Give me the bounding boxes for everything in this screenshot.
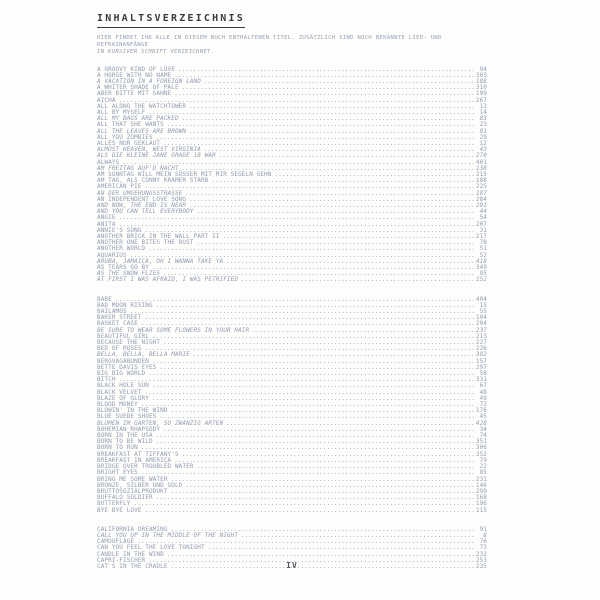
song-title: BEAUTIFUL GIRL [97, 332, 149, 340]
page-ref: 13 [479, 102, 487, 110]
song-title: BLOOD MONEY [97, 401, 138, 409]
song-title: BIG BIG WORLD [97, 370, 146, 378]
page-ref: 352 [475, 450, 487, 458]
song-title: ALL ALONG THE WATCHTOWER [97, 102, 187, 110]
toc-row [97, 508, 487, 514]
song-title: A WHITER SHADE OF PALE [97, 84, 179, 92]
song-title: A VACATION IN A FOREIGN LAND [97, 77, 201, 85]
toc-section-b [97, 297, 487, 514]
song-title: BRING ME SOME WATER [97, 475, 168, 483]
page-ref: 23 [479, 121, 487, 129]
song-title: BAD MOON RISING [97, 301, 153, 309]
song-title: AT FIRST I WAS AFRAID, I WAS PETRIFIED [97, 276, 239, 284]
toc-row [97, 277, 487, 283]
song-title: AM TAG, ALS CONNY KRAMER STARB [97, 177, 209, 185]
dot-leader [238, 277, 474, 283]
page-ref: 225 [475, 183, 487, 191]
page-ref: 74 [479, 432, 487, 440]
page-ref: 104 [475, 314, 487, 322]
song-title: ANOTHER ONE BITES THE DUST [97, 239, 194, 247]
song-title: BLOWIN' IN THE WIND [97, 407, 168, 415]
page-ref: 55 [479, 308, 487, 316]
page-ref: 188 [475, 177, 487, 185]
song-title: AN DER UMGEHUNGSSTRASSE [97, 189, 183, 197]
song-title: BABE [97, 295, 112, 303]
page-ref: 78 [479, 239, 487, 247]
page-ref: 310 [475, 84, 487, 92]
page-ref: 22 [479, 463, 487, 471]
song-title: BLACK HOLE SUN [97, 382, 149, 390]
song-title: BREAKFAST IN AMERICA [97, 456, 172, 464]
song-title: BAILAMOS [97, 308, 127, 316]
page-ref: 187 [475, 189, 487, 197]
page-ref: 79 [479, 456, 487, 464]
song-title: BORN IN THE USA [97, 432, 153, 440]
intro-line-2-after: VERZEICHNET. [166, 48, 215, 55]
page-ref: 49 [479, 394, 487, 402]
page-ref: 72 [479, 401, 487, 409]
song-title: BUTTERFLY [97, 500, 131, 508]
song-title: BYE BYE LOVE [97, 506, 142, 514]
page-ref: 226 [475, 345, 487, 353]
song-title: CANDLE IN THE WIND [97, 550, 164, 558]
page-ref: 43 [479, 146, 487, 154]
song-title: ALL THE LEAVES ARE BROWN [97, 127, 187, 135]
song-title: AM SONNTAG WILL MEIN SÜSSER MIT MIR SEGELN GEHN [97, 170, 272, 178]
intro-text [97, 35, 487, 56]
page-ref: 267 [475, 96, 487, 104]
page-ref: 168 [475, 494, 487, 502]
song-title: ANGIE [97, 214, 116, 222]
page-ref: 152 [475, 276, 487, 284]
page-ref: 45 [479, 413, 487, 421]
dot-leader [142, 508, 474, 514]
page-ref: 138 [475, 164, 487, 172]
page-ref: 12 [479, 139, 487, 147]
page-ref: 199 [475, 90, 487, 98]
page-ref: 91 [479, 525, 487, 533]
song-title: ALS DIE KLEINE JANE GRADE 18 WAR [97, 152, 216, 160]
page-ref: 306 [475, 444, 487, 452]
intro-line-2-before: IN [97, 48, 109, 55]
page-ref: 207 [475, 220, 487, 228]
page-ref: 331 [475, 376, 487, 384]
song-title: AND NOW, THE END IS NEAR [97, 201, 187, 209]
page-ref: 237 [475, 326, 487, 334]
page-ref: 67 [479, 382, 487, 390]
song-title: BITCH [97, 376, 116, 384]
song-title: BED OF ROSES [97, 345, 142, 353]
song-title: BETTE DAVIS EYES [97, 363, 157, 371]
song-title: ABER BITTE MIT SAHNE [97, 90, 172, 98]
page-ref: 188 [475, 77, 487, 85]
page-ref: 284 [475, 195, 487, 203]
song-title: AICHA [97, 96, 116, 104]
intro-line-2-italic: KURSIVER SCHRIFT [108, 48, 167, 55]
song-title: BLACK VELVET [97, 388, 142, 396]
song-title: BECAUSE THE NIGHT [97, 339, 161, 347]
page-ref: 196 [475, 500, 487, 508]
page-ref: 428 [475, 419, 487, 427]
song-title: BLUE SUEDE SHOES [97, 413, 157, 421]
song-title: BOHEMIAN RHAPSODY [97, 425, 161, 433]
intro-line-1: HIER FINDET IHR ALLE IN DIESEM BUCH ENTHALTENEN TITEL. ZUSÄTZLICH SIND NOCH BEKANNTE LIED- UND REFRAINANFÄNGE [97, 34, 442, 48]
song-title: BLAZE OF GLORY [97, 394, 149, 402]
song-title: BERGVAGABUNDEN [97, 357, 149, 365]
song-title: BUFFALO SOLDIER [97, 494, 153, 502]
page-ref: 115 [475, 506, 487, 514]
song-title: AND YOU CAN TELL EVERYBODY [97, 208, 194, 216]
page-ref: 349 [475, 264, 487, 271]
song-title: ANITA [97, 220, 116, 228]
page-title-text: INHALTSVERZEICHNIS [97, 13, 245, 28]
page-ref: 351 [475, 438, 487, 446]
page-ref: 418 [475, 257, 487, 265]
page-title [97, 13, 487, 28]
page-ref: 14 [479, 108, 487, 116]
page-ref: 54 [479, 214, 487, 222]
page-ref: 31 [479, 226, 487, 234]
song-title: BRIDGE OVER TROUBLED WATER [97, 463, 194, 471]
page-number-footer: IV [286, 561, 298, 570]
page-ref: 95 [479, 270, 487, 278]
page-ref: 213 [475, 332, 487, 340]
song-title: AN INDEPENDENT LOVE SONG [97, 195, 187, 203]
song-title: BLUMEN IM GARTEN, SO ZWANZIG ARTEN [97, 419, 224, 427]
song-title: BAKER STREET [97, 314, 142, 322]
song-title: ALL MY BAGS ARE PACKED [97, 115, 179, 123]
song-title: BREAKFAST AT TIFFANY'S [97, 450, 179, 458]
page-ref: 227 [475, 339, 487, 347]
song-title: BRIGHT EYES [97, 469, 138, 477]
page-ref: 85 [479, 469, 487, 477]
song-title: A HORSE WITH NO NAME [97, 71, 172, 79]
page-ref: 253 [475, 556, 487, 564]
page-ref: 404 [475, 295, 487, 303]
song-title: CALL YOU UP IN THE MIDDLE OF THE NIGHT [97, 531, 239, 539]
song-title: BELLA, BELLA, BELLA MARIE [97, 351, 190, 359]
song-title: ALMOST HEAVEN, WEST VIRGINIA [97, 146, 201, 154]
page-ref: 76 [479, 538, 487, 546]
song-title: CAN YOU FEEL THE LOVE TONIGHT [97, 544, 205, 552]
page-ref: 235 [475, 562, 487, 570]
song-title: BE SURE TO WEAR SOME FLOWERS IN YOUR HAIR [97, 326, 250, 334]
page-ref: 231 [475, 475, 487, 483]
song-title: ANOTHER WORLD [97, 245, 146, 253]
page-ref: 94 [479, 65, 487, 73]
song-title: CALIFORNIA DREAMING [97, 525, 168, 533]
page-ref: 401 [475, 158, 487, 166]
page-ref: 34 [479, 425, 487, 433]
page-ref: 51 [479, 245, 487, 253]
intro-line-2 [97, 49, 487, 56]
song-title: A GROOVY KIND OF LOVE [97, 65, 175, 73]
song-title: ANNIE'S SONG [97, 226, 142, 234]
page-ref: 157 [475, 357, 487, 365]
page-ref: 83 [479, 115, 487, 123]
song-title: BASKET CASE [97, 320, 138, 328]
song-title: AS TEARS GO BY [97, 264, 149, 271]
page-ref: 176 [475, 407, 487, 415]
song-title: BRUTTOSOZIALPRODUKT [97, 487, 168, 495]
page-ref: 215 [475, 170, 487, 178]
song-title: ALL BY MYSELF [97, 108, 146, 116]
page-ref: 44 [479, 208, 487, 216]
page-ref: 217 [475, 232, 487, 240]
page-ref: 303 [475, 71, 487, 79]
song-title: AS THE SNOW FLIES [97, 270, 161, 278]
song-title: ALL YOU ZOMBIES [97, 133, 153, 141]
page-ref: 382 [475, 351, 487, 359]
page-ref: 73 [479, 544, 487, 552]
page-ref: 291 [475, 201, 487, 209]
song-title: BORN TO BE WILD [97, 438, 153, 446]
song-title: AMERICAN PIE [97, 183, 142, 191]
song-title: CAT'S IN THE CRADLE [97, 562, 168, 570]
song-title: ALWAYS [97, 158, 120, 166]
page-ref: 8 [483, 531, 487, 539]
song-title: CAPRI-FISCHER [97, 556, 146, 564]
page-ref: 52 [479, 251, 487, 259]
page-ref: 48 [479, 388, 487, 396]
page-ref: 232 [475, 550, 487, 558]
song-title: CAMOUFLAGE [97, 538, 135, 546]
page-ref: 146 [475, 481, 487, 489]
toc-section-a [97, 67, 487, 284]
page-ref: 58 [479, 370, 487, 378]
song-title: ALLES NUR GEKLAUT [97, 139, 161, 147]
page-ref: 297 [475, 363, 487, 371]
page-ref: 91 [479, 127, 487, 135]
song-title: ALL THAT SHE WANTS [97, 121, 164, 129]
page-ref: 270 [475, 152, 487, 160]
page-ref: 15 [479, 301, 487, 309]
song-title: ANOTHER BRICK IN THE WALL PART II [97, 232, 220, 240]
page-ref: 29 [479, 133, 487, 141]
song-title: AQUARIUS [97, 251, 127, 259]
page-ref: 204 [475, 320, 487, 328]
toc-sections [97, 67, 487, 571]
song-title: ARUBA, JAMAICA, OH I WANNA TAKE YA [97, 257, 224, 265]
page-ref: 299 [475, 487, 487, 495]
song-title: BORN TO RUN [97, 444, 138, 452]
song-title: BRONZE, SILBER UND GOLD [97, 481, 183, 489]
song-title: AM FREITAG AUF'D NACHT [97, 164, 179, 172]
